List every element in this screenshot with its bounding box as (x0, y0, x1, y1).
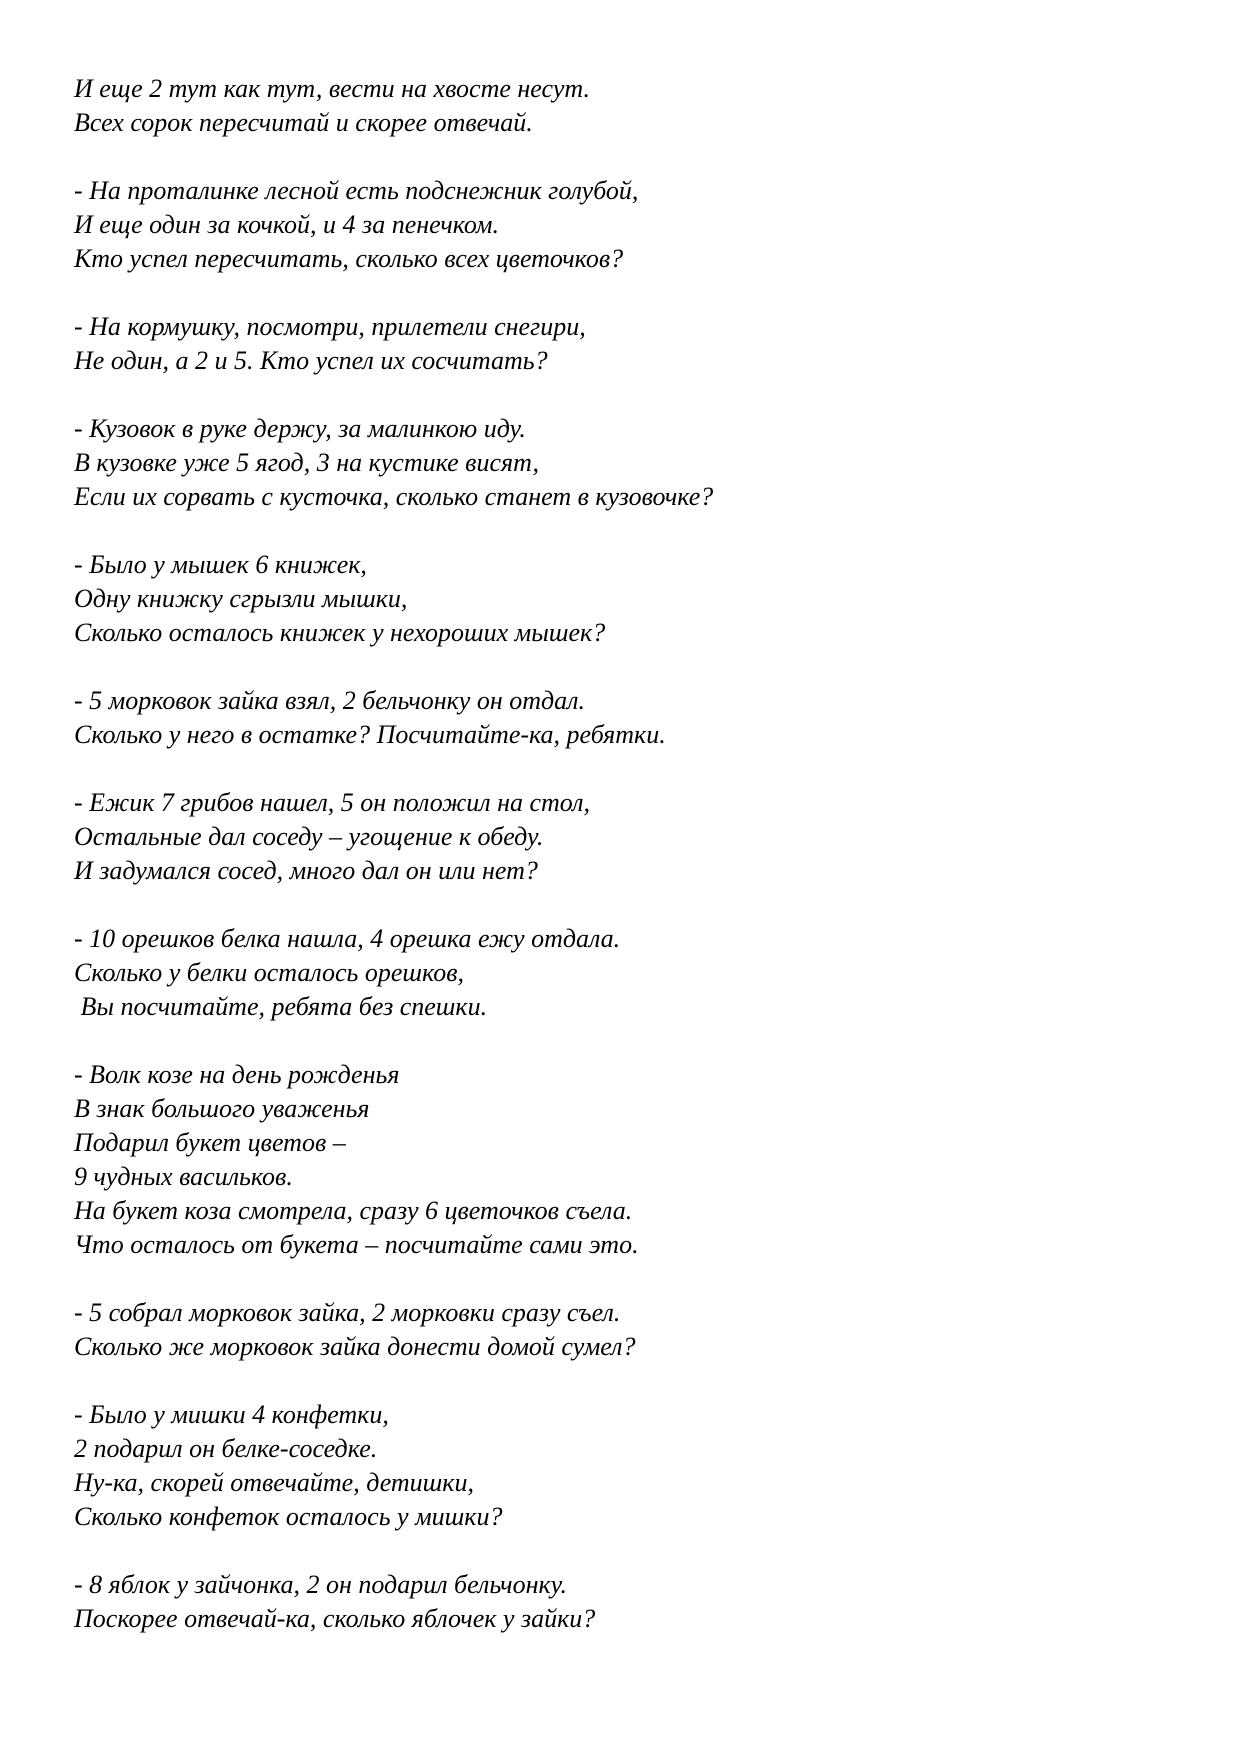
poem-line: - Кузовок в руке держу, за малинкою иду. (74, 414, 526, 443)
poem-line: Что осталось от букета – посчитайте сами это. (74, 1230, 639, 1259)
poem-line: И задумался сосед, много дал он или нет? (74, 856, 538, 885)
poem-line: Всех сорок пересчитай и скорее отвечай. (74, 108, 533, 137)
poem-line: Сколько же морковок зайка донести домой сумел? (74, 1332, 636, 1361)
stanza (74, 412, 1174, 514)
poem-line: Если их сорвать с кусточка, сколько станет в кузовочке? (74, 482, 714, 511)
poem-line: И еще один за кочкой, и 4 за пенечком. (74, 210, 500, 239)
poem-line: Подарил букет цветов – (74, 1128, 346, 1157)
poem-line: Поскорее отвечай-ка, сколько яблочек у зайки? (74, 1604, 596, 1633)
poem-line: - На проталинке лесной есть подснежник голубой, (74, 176, 639, 205)
poem-line: Сколько осталось книжек у нехороших мышек? (74, 618, 606, 647)
stanza (74, 174, 1174, 276)
poem-line: И еще 2 тут как тут, вести на хвосте несут. (74, 74, 590, 103)
poem-line: - Было у мишки 4 конфетки, (74, 1400, 389, 1429)
poem-line: 2 подарил он белке-соседке. (74, 1434, 378, 1463)
stanza (74, 310, 1174, 378)
poem-line: В кузовке уже 5 ягод, 3 на кустике висят, (74, 448, 540, 477)
poem-line: - 5 собрал морковок зайка, 2 морковки сразу съел. (74, 1298, 621, 1327)
poem-line: - 5 морковок зайка взял, 2 бельчонку он отдал. (74, 686, 586, 715)
poem-line: - Было у мышек 6 книжек, (74, 550, 367, 579)
stanza (74, 1058, 1174, 1262)
stanza (74, 684, 1174, 752)
stanza (74, 72, 1174, 140)
poem-line: Сколько у него в остатке? Посчитайте-ка, ребятки. (74, 720, 666, 749)
poem-line: Остальные дал соседу – угощение к обеду. (74, 822, 544, 851)
poem-line: - Волк козе на день рожденья (74, 1060, 400, 1089)
stanza (74, 1296, 1174, 1364)
poem-line: - Ежик 7 грибов нашел, 5 он положил на стол, (74, 788, 590, 817)
poem-line: Одну книжку сгрызли мышки, (74, 584, 408, 613)
stanza (74, 1398, 1174, 1534)
poem-line: Вы посчитайте, ребята без спешки. (74, 992, 488, 1021)
poem-line: Сколько у белки осталось орешков, (74, 958, 464, 987)
poem-line: На букет коза смотрела, сразу 6 цветочков съела. (74, 1196, 633, 1225)
poem-line: - 8 яблок у зайчонка, 2 он подарил бельчонку. (74, 1570, 568, 1599)
poem-line: 9 чудных васильков. (74, 1162, 293, 1191)
poem-line: Не один, а 2 и 5. Кто успел их сосчитать? (74, 346, 548, 375)
stanza (74, 786, 1174, 888)
poem-line: Сколько конфеток осталось у мишки? (74, 1502, 503, 1531)
poem-line: В знак большого уваженья (74, 1094, 370, 1123)
stanza (74, 922, 1174, 1024)
poem-line: Кто успел пересчитать, сколько всех цветочков? (74, 244, 624, 273)
poem-line: - 10 орешков белка нашла, 4 орешка ежу отдала. (74, 924, 621, 953)
poem-line: Ну-ка, скорей отвечайте, детишки, (74, 1468, 474, 1497)
poem-text (74, 72, 1174, 1670)
poem-line: - На кормушку, посмотри, прилетели снегири, (74, 312, 586, 341)
stanza (74, 1568, 1174, 1636)
stanza (74, 548, 1174, 650)
